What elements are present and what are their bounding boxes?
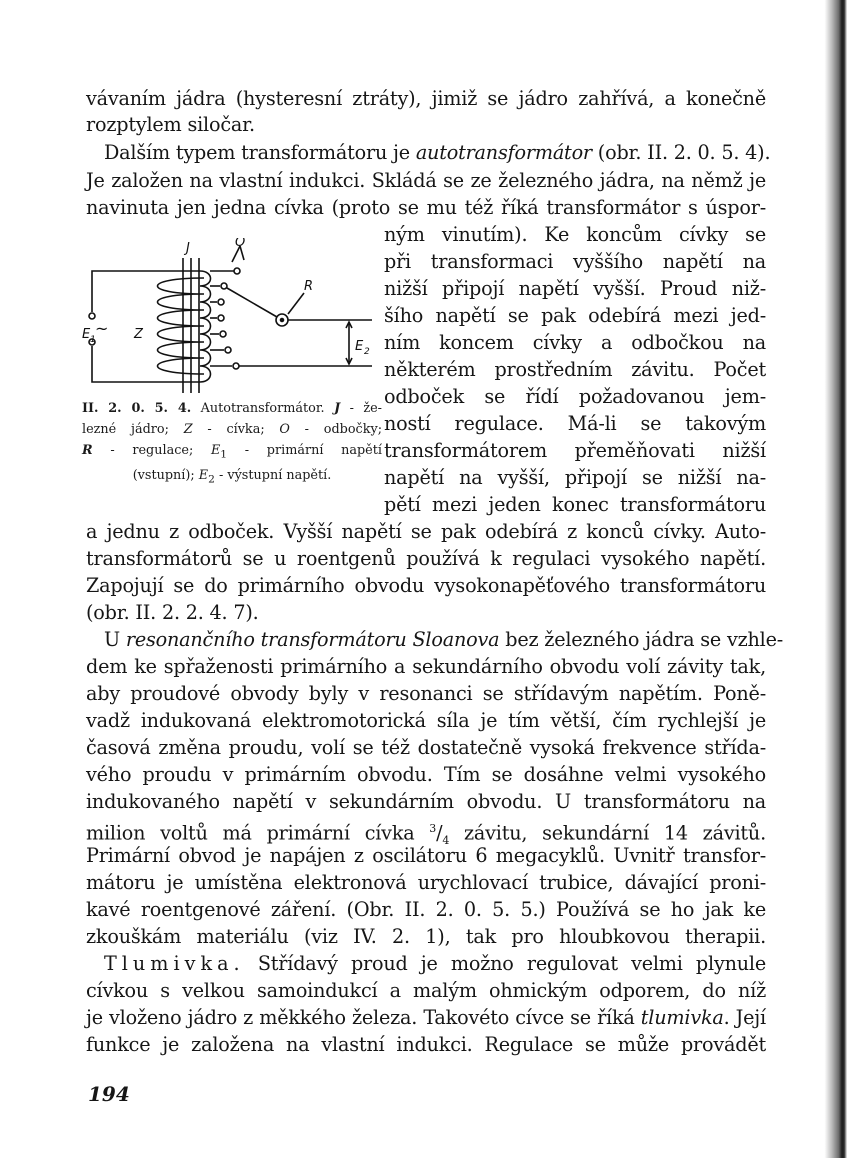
caption-text: (vstupní);: [132, 467, 199, 483]
caption-line: [82, 419, 382, 440]
text-span: milion voltů má primární cívka: [86, 821, 430, 845]
caption-symbol: E: [198, 467, 209, 483]
text-line: nižší připojí napětí vyšší. Proud niž-: [384, 277, 766, 300]
caption-line: [82, 440, 382, 465]
section-heading-tlumivka: Tlumivka.: [104, 952, 245, 975]
caption-symbol: J: [334, 401, 341, 416]
caption-text: - výstupní napětí.: [214, 467, 332, 483]
text-line: [104, 628, 784, 651]
label-o: O: [235, 238, 246, 250]
caption-number: II. 2. 0. 5. 4.: [82, 401, 192, 416]
label-z: Z: [134, 327, 143, 342]
text-line: šího napětí se pak odebírá mezi jed-: [384, 304, 766, 327]
text-line: při transformaci vyššího napětí na: [384, 250, 766, 273]
text-line: dem ke spřaženosti primárního a sekundárního obvodu volí závity tak,: [86, 655, 766, 678]
tap-terminal: [233, 363, 239, 369]
caption-subscript: 1: [220, 447, 228, 461]
text-line: Je založen na vlastní indukci. Skládá se ze železného jádra, na němž je: [86, 169, 766, 192]
text-line: a jednu z odboček. Vyšší napětí se pak odebírá z konců cívky. Auto-: [86, 520, 766, 543]
text-line: ním koncem cívky a odbočkou na: [384, 331, 766, 354]
caption-symbol: E: [210, 443, 221, 458]
caption-text: - primární napětí: [227, 443, 382, 458]
text-line: vávaním jádra (hysteresní ztráty), jimiž se jádro zahřívá, a konečně: [86, 87, 766, 110]
text-line: napětí na vyšší, připojí se nižší na-: [384, 466, 766, 489]
text-line: vadž indukovaná elektromotorická síla je tím větší, čím rychlejší je: [86, 709, 766, 732]
coil-winding: [158, 278, 205, 374]
caption-text: lezné jádro;: [82, 422, 184, 437]
text-line: transformátorem přeměňovati nižší: [384, 439, 766, 462]
italic-term-tlumivka: tlumivka: [640, 1006, 724, 1029]
label-e1: E: [82, 327, 91, 342]
text-line: transformátorů se u roentgenů používá k regulaci vysokého napětí.: [86, 547, 766, 570]
text-line: (obr. II. 2. 2. 4. 7).: [86, 601, 259, 624]
text-span: Dalším typem transformátoru je: [104, 141, 416, 164]
tap-terminal: [218, 315, 224, 321]
input-wire-bottom: [92, 346, 200, 382]
text-line: odboček se řídí požadovanou jem-: [384, 385, 766, 408]
text-span: (obr. II. 2. 0. 5. 4).: [591, 141, 771, 164]
tap-terminal: [234, 268, 240, 274]
text-span: . Její: [723, 1006, 766, 1029]
text-line: funkce je založena na vlastní indukci. Regulace se může provádět: [86, 1033, 766, 1056]
text-line: ným vinutím). Ke koncům cívky se: [384, 223, 766, 246]
text-span: Střídavý proud je možno regulovat velmi plynule: [244, 952, 766, 975]
text-line: Primární obvod je napájen z oscilátoru 6 megacyklů. Uvnitř transfor-: [86, 844, 766, 867]
text-span: U: [104, 628, 126, 651]
text-line: aby proudové obvody byly v resonanci se střídavým napětím. Poně-: [86, 682, 766, 705]
regulator-pivot-center: [281, 319, 284, 322]
text-span: je vloženo jádro z měkkého železa. Takovéto cívce se říká: [86, 1006, 641, 1029]
caption-text: - regulace;: [92, 443, 211, 458]
text-span: bez železného jádra se vzhle-: [499, 628, 784, 651]
caption-text: - že-: [340, 401, 382, 416]
input-wire-top: [92, 271, 200, 312]
italic-term-sloan: resonančního transformátoru Sloanova: [125, 628, 500, 651]
figure-caption: [82, 398, 382, 489]
label-e2-sub: 2: [364, 347, 370, 357]
text-line: některém prostředním závitu. Počet: [384, 358, 766, 381]
text-line: [104, 953, 766, 975]
text-line: mátoru je umístěna elektronová urychlovací trubice, dávající proni-: [86, 871, 766, 894]
caption-symbol: R: [82, 443, 93, 458]
caption-symbol: O: [279, 422, 290, 437]
text-line: Zapojují se do primárního obvodu vysokonapěťového transformátoru: [86, 574, 766, 597]
tap-terminal: [220, 331, 226, 337]
text-line: ností regulace. Má-li se takovým: [384, 412, 766, 435]
text-line: vého proudu v primárním obvodu. Tím se dosáhne velmi vysokého: [86, 763, 766, 786]
label-r: R: [304, 279, 314, 294]
label-e2: E: [355, 339, 364, 354]
caption-line: [82, 465, 382, 490]
book-binding-shadow: [819, 0, 847, 1158]
autotransformer-diagram: [82, 238, 382, 398]
caption-symbol: Z: [183, 422, 193, 437]
text-line: cívkou s velkou samoindukcí a malým ohmickým odporem, do níž: [86, 979, 766, 1002]
text-line: časová změna proudu, volí se též dostatečně vysoká frekvence střída-: [86, 736, 766, 759]
text-line: navinuta jen jedna cívka (proto se mu též říká transformátor s úspor-: [86, 196, 766, 219]
fraction-denominator: 4: [442, 834, 450, 848]
text-line: pětí mezi jeden konec transformátoru: [384, 493, 766, 516]
text-line: [104, 141, 771, 164]
tap-terminal: [221, 283, 227, 289]
label-tilde: ~: [95, 319, 109, 338]
text-line: kavé roentgenové záření. (Obr. II. 2. 0. 5. 5.) Používá se ho jak ke: [86, 898, 766, 921]
text-line: milion voltů má primární cívka $^3/_4$ závitu, sekundární 14 závitů.: [86, 821, 766, 848]
regulator-arm: [227, 288, 277, 317]
caption-line: [82, 398, 382, 419]
caption-subscript: 2: [208, 472, 215, 486]
tap-terminal: [225, 347, 231, 353]
label-e1-sub: 1: [90, 335, 96, 345]
tap-terminal: [218, 299, 224, 305]
caption-text: - odbočky;: [289, 422, 383, 437]
caption-title: Autotransformátor.: [191, 401, 335, 416]
caption-text: - cívka;: [192, 422, 280, 437]
text-line: zkouškám materiálu (viz IV. 2. 1), tak pro hloubkovou therapii.: [86, 925, 766, 948]
italic-term-autotransformer: autotransformátor: [415, 141, 592, 164]
text-span: závitu, sekundární 14 závitů.: [449, 821, 766, 845]
label-j: J: [186, 241, 190, 256]
page-number: 194: [88, 1082, 130, 1106]
text-line: rozptylem siločar.: [86, 113, 255, 136]
text-line: indukovaného napětí v sekundárním obvodu. U transformátoru na: [86, 790, 766, 813]
regulator-pointer: [288, 293, 304, 314]
text-line: [86, 1007, 766, 1029]
fraction-numerator: 3: [429, 822, 437, 835]
